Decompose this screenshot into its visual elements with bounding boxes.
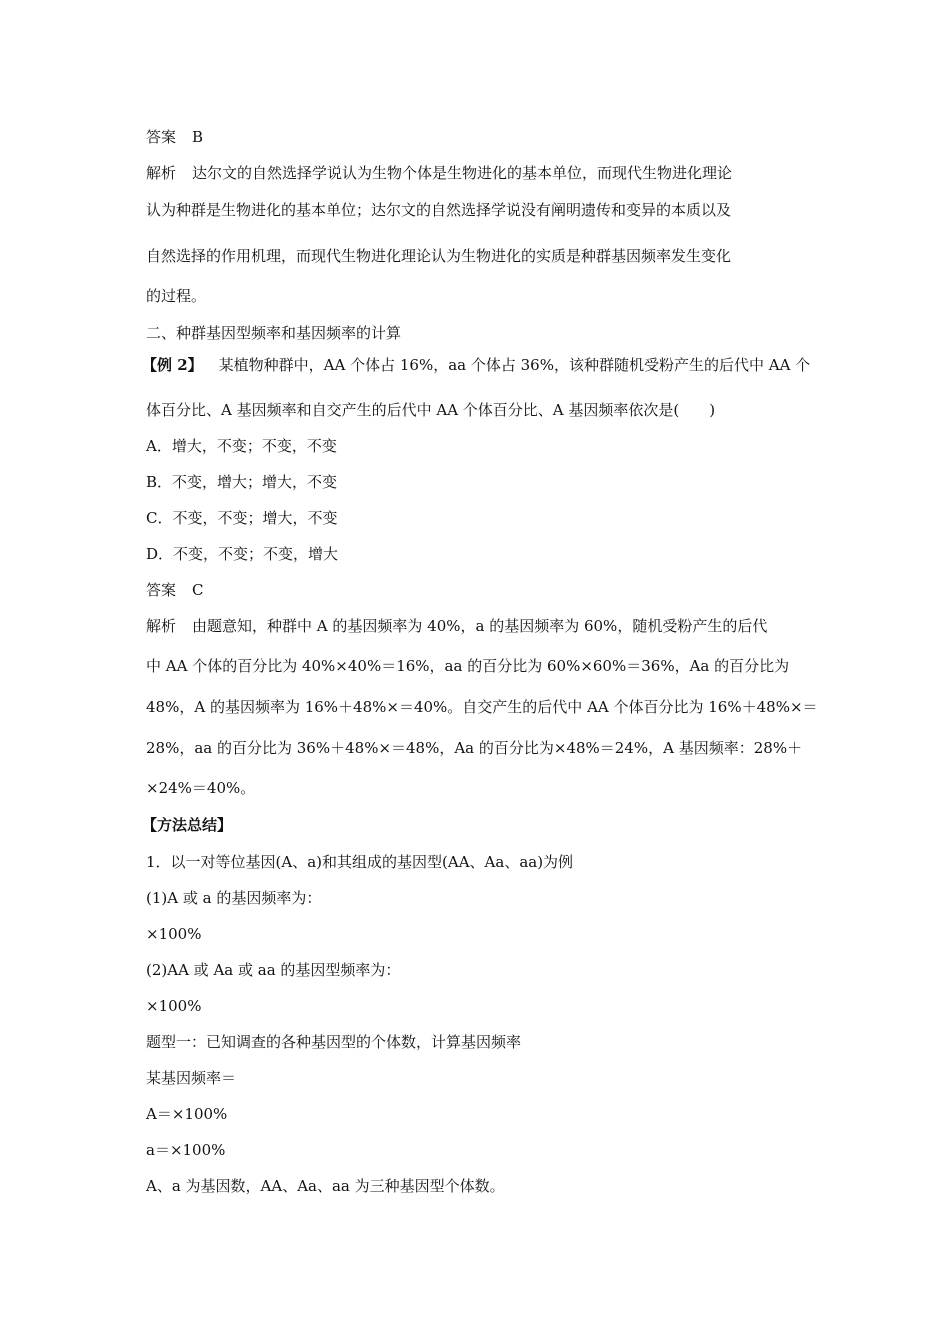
method-line-3: ×100% xyxy=(146,925,202,943)
section-2-title: 二、种群基因型频率和基因频率的计算 xyxy=(146,324,402,342)
answer-1-value: B xyxy=(192,128,204,146)
example-2-text-1: 某植物种群中，AA 个体占 16%，aa 个体占 36%，该种群随机受粉产生的后代中 AA 个 xyxy=(218,356,811,374)
analysis-2-label: 解析 xyxy=(146,617,177,635)
example-2-tag: 【例 2】 xyxy=(142,356,203,374)
analysis-1-line-2: 认为种群是生物进化的基本单位；达尔文的自然选择学说没有阐明遗传和变异的本质以及 xyxy=(146,201,732,219)
answer-1 xyxy=(146,127,203,147)
method-line-8: A＝×100% xyxy=(146,1105,228,1123)
analysis-1-text-1: 达尔文的自然选择学说认为生物个体是生物进化的基本单位，而现代生物进化理论 xyxy=(192,164,733,182)
analysis-2-line-2: 中 AA 个体的百分比为 40%×40%＝16%，aa 的百分比为 60%×60%＝36%，Aa 的百分比为 xyxy=(146,657,790,675)
method-line-9: a＝×100% xyxy=(146,1141,226,1159)
method-title: 【方法总结】 xyxy=(142,816,233,834)
example-2-line-2: 体百分比、A 基因频率和自交产生的后代中 AA 个体百分比、A 基因频率依次是( ) xyxy=(146,401,716,419)
option-c: C．不变，不变；增大，不变 xyxy=(146,509,338,527)
analysis-1-line-1 xyxy=(146,163,732,183)
method-line-10: A、a 为基因数，AA、Aa、aa 为三种基因型个体数。 xyxy=(146,1177,505,1195)
analysis-2-line-3: 48%，A 的基因频率为 16%＋48%×＝40%。自交产生的后代中 AA 个体百分比为 16%＋48%×＝ xyxy=(146,698,818,716)
option-b: B．不变，增大；增大，不变 xyxy=(146,473,338,491)
example-2-line-1 xyxy=(142,355,810,375)
analysis-2-line-1 xyxy=(146,616,767,636)
analysis-2-line-5: ×24%＝40%。 xyxy=(146,779,256,797)
option-a: A．增大，不变；不变，不变 xyxy=(146,437,337,455)
answer-2 xyxy=(146,580,204,600)
analysis-1-label: 解析 xyxy=(146,164,177,182)
method-line-7: 某基因频率＝ xyxy=(146,1069,237,1087)
analysis-2-text-1: 由题意知，种群中 A 的基因频率为 40%，a 的基因频率为 60%，随机受粉产生的后代 xyxy=(192,617,768,635)
method-line-6: 题型一：已知调查的各种基因型的个体数，计算基因频率 xyxy=(146,1033,522,1051)
answer-1-label: 答案 xyxy=(146,128,177,146)
analysis-2-line-4: 28%，aa 的百分比为 36%＋48%×＝48%，Aa 的百分比为×48%＝24%，A 基因频率：28%＋ xyxy=(146,739,803,757)
analysis-1-line-4: 的过程。 xyxy=(146,287,207,305)
analysis-1-line-3: 自然选择的作用机理，而现代生物进化理论认为生物进化的实质是种群基因频率发生变化 xyxy=(146,247,732,265)
option-d: D．不变，不变；不变，增大 xyxy=(146,545,339,563)
method-line-2: (1)A 或 a 的基因频率为： xyxy=(146,889,322,907)
method-line-1: 1．以一对等位基因(A、a)和其组成的基因型(AA、Aa、aa)为例 xyxy=(146,853,574,871)
answer-2-value: C xyxy=(192,581,204,599)
answer-2-label: 答案 xyxy=(146,581,177,599)
method-line-5: ×100% xyxy=(146,997,202,1015)
method-line-4: (2)AA 或 Aa 或 aa 的基因型频率为： xyxy=(146,961,401,979)
